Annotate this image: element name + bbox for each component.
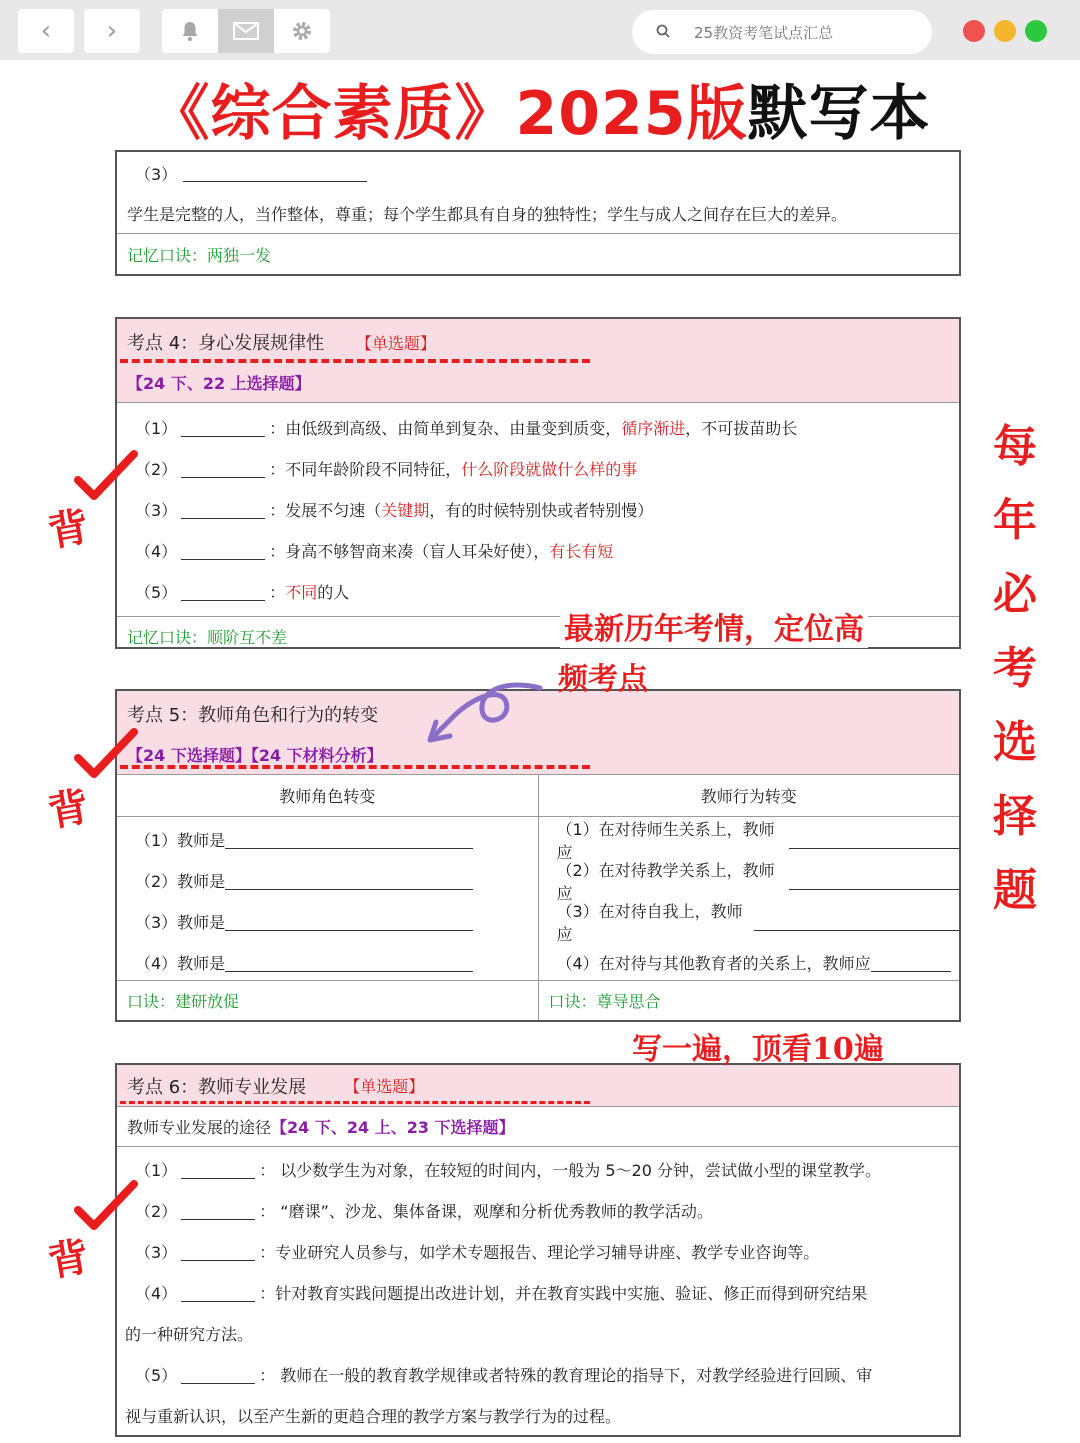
checkmark-icon <box>72 728 140 780</box>
swirl-arrow-icon <box>420 680 550 750</box>
answer-blank[interactable] <box>181 542 265 560</box>
right-column <box>539 775 960 1020</box>
dashed-underline <box>120 359 590 363</box>
answer-blank[interactable] <box>181 501 265 519</box>
list-item: （3） ：发展不匀速（ 关键期 ，有的时候特别快或者特别慢） <box>135 501 654 520</box>
bei-annotation: 背 <box>44 782 93 837</box>
answer-blank[interactable] <box>183 164 367 182</box>
search-field[interactable] <box>632 10 932 54</box>
table-row: （2）教师是 <box>117 860 538 901</box>
chevron-left-icon: ‹ <box>40 16 52 46</box>
table-row: （4）在对待与其他教育者的关系上，教师应 <box>539 942 960 983</box>
section4-box <box>115 317 961 649</box>
answer-blank[interactable] <box>181 1366 255 1384</box>
list-item-continued: 的一种研究方法。 <box>125 1325 254 1344</box>
list-item: （5） ： 教师在一般的教育教学规律或者特殊的教育理论的指导下，对教学经验进行回顾、审 <box>135 1366 873 1385</box>
answer-blank[interactable] <box>225 913 473 931</box>
section5-exams: 【24 下选择题】【24 下材料分析】 <box>127 746 383 765</box>
list-item: （4） ：针对教育实践问题提出改进计划，并在教育实践中实施、验证、修正而得到研究结果 <box>135 1284 868 1303</box>
mail-icon[interactable] <box>218 9 274 53</box>
answer-blank[interactable] <box>225 831 473 849</box>
toolbar <box>0 0 1080 60</box>
right-mnemonic: 口诀：尊导思合 <box>548 992 661 1011</box>
title-black: 默写本 <box>747 79 931 149</box>
annotation-latest2: 频考点 <box>558 662 648 697</box>
list-item: （1） ：由低级到高级、由简单到复杂、由量变到质变， 循序渐进 ，不可拔苗助长 <box>135 419 798 438</box>
list-item: （2） ： “磨课”、沙龙、集体备课，观摩和分析优秀教师的教学活动。 <box>135 1202 713 1221</box>
table-row: （3）教师是 <box>117 901 538 942</box>
back-button[interactable] <box>18 9 74 53</box>
table-row: （1）教师是 <box>117 819 538 860</box>
forward-button[interactable] <box>84 9 140 53</box>
section6-box <box>115 1063 961 1437</box>
section4-tag: 【单选题】 <box>355 334 436 353</box>
minimize-window-button[interactable] <box>994 20 1016 42</box>
table-row: （4）教师是 <box>117 942 538 983</box>
right-header: 教师行为转变 <box>539 775 960 817</box>
chevron-right-icon: › <box>106 16 118 46</box>
answer-blank[interactable] <box>181 460 265 478</box>
section3-box <box>115 150 961 276</box>
section5-table <box>117 775 959 1020</box>
answer-blank[interactable] <box>754 913 959 931</box>
answer-blank[interactable] <box>181 419 265 437</box>
bei-annotation: 背 <box>44 1232 93 1287</box>
section6-sub: 教师专业发展的途径 【24 下、24 上、23 下选择题】 <box>117 1107 959 1147</box>
list-item: （4） ：身高不够智商来凑（盲人耳朵好使）， 有长有短 <box>135 542 614 561</box>
gear-icon[interactable] <box>274 9 330 53</box>
section6-heading: 考点 6：教师专业发展 <box>127 1076 307 1098</box>
list-item-continued: 视与重新认识，以至产生新的更趋合理的教学方案与教学行为的过程。 <box>125 1407 622 1426</box>
dashed-underline <box>120 1101 590 1104</box>
list-item: （2） ：不同年龄阶段不同特征， 什么阶段就做什么样的事 <box>135 460 638 479</box>
section3-text: 学生是完整的人，当作整体，尊重；每个学生都具有自身的独特性；学生与成人之间存在巨大的差异。 <box>117 194 959 234</box>
list-item: （1） ： 以少数学生为对象，在较短的时间内，一般为 5～20 分钟，尝试做小型的课堂教学。 <box>135 1161 881 1180</box>
answer-blank[interactable] <box>181 1243 255 1261</box>
answer-blank[interactable] <box>789 872 959 890</box>
title-red: 《综合素质》2025版 <box>149 79 748 149</box>
section4-mnemonic: 记忆口诀：顺阶互不差 <box>127 627 288 647</box>
answer-blank[interactable] <box>181 583 265 601</box>
bei-annotation: 背 <box>44 502 93 557</box>
search-icon <box>656 23 670 42</box>
dashed-underline <box>120 765 590 769</box>
close-window-button[interactable] <box>963 20 985 42</box>
answer-blank[interactable] <box>871 954 951 972</box>
annotation-latest: 最新历年考情，定位高 <box>560 604 868 648</box>
answer-blank[interactable] <box>181 1202 255 1220</box>
left-column <box>117 775 539 1020</box>
section6-tag: 【单选题】 <box>344 1077 425 1096</box>
table-row: （1）在对待师生关系上，教师应 <box>539 819 960 860</box>
table-row: （2）在对待教学关系上，教师应 <box>539 860 960 901</box>
bell-icon[interactable] <box>162 9 218 53</box>
section4-exams: 【24 下、22 上选择题】 <box>127 374 311 393</box>
section3-item: （3） <box>117 152 959 194</box>
side-annotation: 每 年 必 考 选 择 题 <box>993 421 1037 916</box>
section6-list <box>117 1147 959 1436</box>
toolbar-icon-group <box>162 9 330 53</box>
section5-heading: 考点 5：教师角色和行为的转变 <box>127 705 379 726</box>
list-item: （3） ：专业研究人员参与，如学术专题报告、理论学习辅导讲座、教学专业咨询等。 <box>135 1243 820 1262</box>
answer-blank[interactable] <box>225 954 473 972</box>
annotation-write: 写一遍，顶看10遍 <box>632 1032 884 1067</box>
table-row: （3）在对待自我上，教师应 <box>539 901 960 942</box>
search-placeholder: 25教资考笔试点汇总 <box>694 23 834 42</box>
answer-blank[interactable] <box>225 872 473 890</box>
maximize-window-button[interactable] <box>1025 20 1047 42</box>
page-title <box>0 74 1080 154</box>
answer-blank[interactable] <box>181 1161 255 1179</box>
section4-list <box>117 403 959 617</box>
answer-blank[interactable] <box>181 1284 255 1302</box>
left-header: 教师角色转变 <box>117 775 538 817</box>
answer-blank[interactable] <box>789 831 959 849</box>
section4-heading: 考点 4：身心发展规律性 <box>127 333 325 354</box>
section3-mnemonic: 记忆口诀：两独一发 <box>127 245 272 265</box>
list-item: （5） ： 不同 的人 <box>135 583 350 602</box>
left-mnemonic: 口诀：建研放促 <box>127 992 240 1011</box>
